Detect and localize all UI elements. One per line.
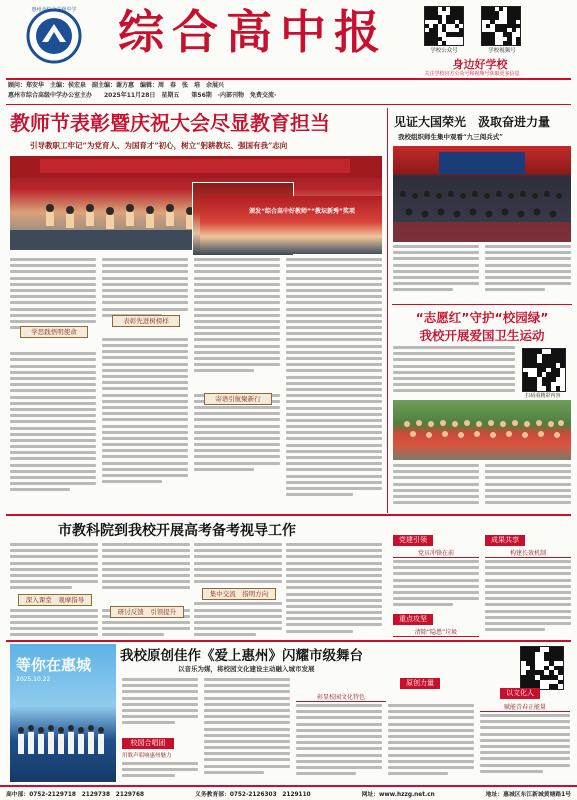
info-bar xyxy=(8,81,378,101)
lead-photo-small-2 xyxy=(200,196,382,254)
qr2-label: 学校视频号 xyxy=(488,48,516,54)
bottom-col-3 xyxy=(296,704,382,784)
school-logo xyxy=(8,8,100,64)
right-col-a xyxy=(393,560,479,612)
lead-story-subtitle: 引导教职工牢记“为党育人、为国育才”初心，树立“躬耕教坛、强国有我”志向 xyxy=(30,141,288,150)
lead-col-3 xyxy=(194,258,280,512)
bottom-tag1: 原创力量 xyxy=(400,678,440,689)
qr1-label: 学校公众号 xyxy=(430,48,458,54)
footer-address: 地址：惠城区东江新城黄塘路1号 xyxy=(485,792,571,798)
bottom-box-title: 彰显校园文化特色 xyxy=(296,692,386,702)
qr-code-video-channel xyxy=(481,6,521,46)
bottom-story-subtitle: 以音乐为媒，将校园文化建设主动融入城市发展 xyxy=(178,665,315,673)
logo-text: 惠州市综合高级中学 xyxy=(31,7,77,13)
story-qr-code xyxy=(522,348,566,392)
slogan: 身边好学校 xyxy=(452,58,508,71)
middle-col-1 xyxy=(10,543,98,637)
right-section2-tag: 成果共享 xyxy=(485,535,525,546)
bottom-story-title: 我校原创佳作《爱上惠州》闪耀市级舞台 xyxy=(120,648,363,664)
bottom-col-1 xyxy=(122,678,198,734)
footer-phone: 高中部：0752-2129718 2129738 2129768 xyxy=(6,792,145,798)
story-qr-label: 扫码看精彩内容 xyxy=(525,393,561,399)
concert-photo-text: 等你在惠城 xyxy=(16,656,92,674)
right-story1-title: 见证大国荣光 汲取奋进力量 xyxy=(394,115,551,129)
right-story1-body xyxy=(393,245,571,301)
right-section1-tag: 党建引领 xyxy=(393,535,433,546)
info-rule xyxy=(6,104,571,105)
middle-section2-tag: 集中交流 指明方向 xyxy=(202,588,276,600)
parade-viewing-photo xyxy=(393,146,571,242)
bottom-box2-title: 赋能青春正能量 xyxy=(480,702,570,712)
staff-line: 顾问：郑安华 主编：侯宏泉 副主编：谢方惠 编辑：周 春 张 培 余展兴 xyxy=(8,82,225,89)
right-story2-body-left xyxy=(393,464,479,512)
footer-site[interactable]: 网址：www.hzzg.net.cn xyxy=(361,792,435,798)
column-divider xyxy=(387,108,388,513)
bottom-box3: 用歌声唱响惠州魅力 xyxy=(122,753,172,759)
middle-col-4 xyxy=(286,543,382,637)
concert-photo-date: 2025.10.22 xyxy=(16,676,51,683)
right-story2-intro xyxy=(393,346,515,394)
bottom-tag3: 校园合唱团 xyxy=(122,738,174,749)
slogan-sub: 关注学校官方公众号和视频号获取更多信息 xyxy=(424,71,520,77)
newspaper-title: 综合高中报 xyxy=(118,5,388,59)
bottom-col-5 xyxy=(480,714,570,784)
award-banner: 颁发“综合高中好教师”“教坛新秀”奖项 xyxy=(249,208,355,215)
right-box1: 党员冲锋在前 xyxy=(393,548,479,558)
middle-story-title: 市教科院到我校开展高考备考视导工作 xyxy=(58,523,296,539)
footer-office: 义务教育部：0752-2126303 2129110 xyxy=(195,792,311,798)
qr-code-official-account xyxy=(424,6,464,46)
bottom-col-1b xyxy=(122,762,198,784)
right-section3-tag: 重点攻坚 xyxy=(393,614,433,625)
bottom-col-2 xyxy=(204,678,290,784)
middle-section3-tag: 研讨反馈 引领提升 xyxy=(110,606,184,618)
footer xyxy=(0,787,577,800)
right-story1-subtitle: 我校组织师生集中观看“九三阅兵式” xyxy=(398,133,503,141)
right-box3: 清除“隐患”垃圾 xyxy=(393,627,479,637)
lead-col-2 xyxy=(102,258,188,512)
bottom-story-rule xyxy=(6,640,571,642)
issue-line: 惠州市综合高级中学办公室主办 2025年11月28日 星期五 第56期 ·内部刊物 免费交流· xyxy=(8,92,277,99)
bottom-tag2: 以文化人 xyxy=(500,688,540,699)
concert-photo xyxy=(10,644,116,782)
lead-section3-tag: 寄语引航聚新行 xyxy=(204,393,272,405)
right-col-b xyxy=(485,560,571,638)
masthead xyxy=(0,0,577,78)
lead-story-title: 教师节表彰暨庆祝大会尽显教育担当 xyxy=(10,111,330,135)
right-story2-body-right xyxy=(485,464,571,512)
bottom-qr-code xyxy=(520,646,564,690)
middle-section1-tag: 深入课堂 观摩指导 xyxy=(18,594,92,606)
bottom-col-4 xyxy=(388,704,474,784)
lead-section2-tag: 表彰先进树榜样 xyxy=(112,315,180,327)
right-story2-title-1: “志愿红”守护“校园绿” xyxy=(415,310,549,325)
right-box2: 构建长效机制 xyxy=(485,548,571,558)
lead-section1-tag: 学思践悟明使命 xyxy=(20,326,88,338)
volunteers-photo xyxy=(393,400,571,460)
middle-col-2 xyxy=(102,543,190,637)
right-story-rule xyxy=(392,304,572,305)
masthead-rule xyxy=(6,78,571,80)
middle-story-rule xyxy=(6,514,571,516)
lead-col-4 xyxy=(286,258,382,512)
right-story2-title-2: 我校开展爱国卫生运动 xyxy=(419,328,545,343)
lead-col-1 xyxy=(10,258,96,512)
